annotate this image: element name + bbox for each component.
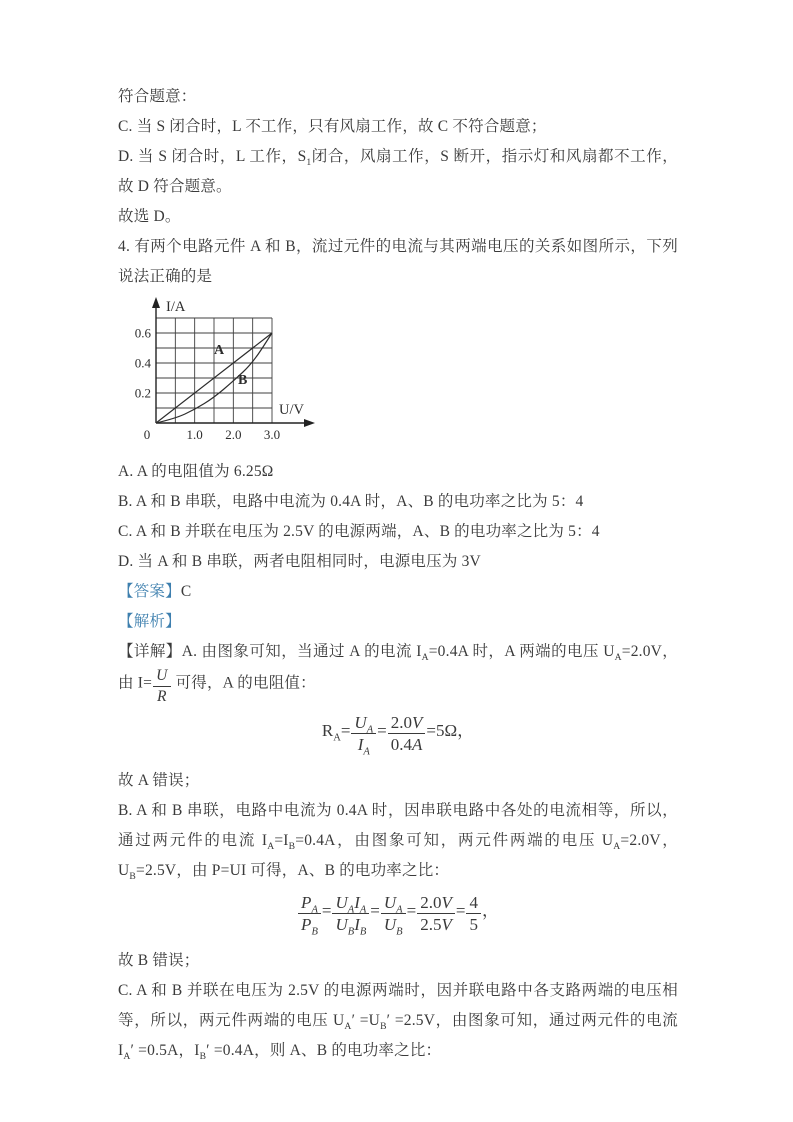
fraction: $\frac{U_A}{I_A}$ (351, 713, 376, 755)
option-b: B. A 和 B 串联，电路中电流为 0.4A 时，A、B 的电功率之比为 5：4 (118, 493, 584, 510)
option-d-q3: D. 当 S 闭合时，L 工作，$S_1$闭合，风扇工作，S 断开，指示灯和风扇都不工作，故 D 符合题意。 (118, 148, 678, 195)
fraction: $\frac{2.0V}{2.5V}$ (417, 893, 455, 935)
line-b-wrong: 故 B 错误； (118, 951, 200, 969)
line-guxuan-d: 故选 D。 (118, 208, 181, 225)
series-B-label: B (237, 373, 248, 388)
y-tick-label: 0.6 (134, 325, 151, 341)
option-a: A. A 的电阻值为 6.25Ω (118, 463, 274, 480)
line-fuhe-tiyi: 符合题意： (118, 88, 197, 105)
detail-b: B. A 和 B 串联，电路中电流为 0.4A 时，因串联电路中各处的电流相等，所以，通过两元件的电流 $I_A=I_B=0.4A$，由图象可知，两元件两端的电压 $U_A=2.0V$，$U_B=2.5V$，由 P=UI 可得，A、B 的电功率之比： (118, 801, 679, 882)
iv-chart (122, 296, 332, 450)
y-axis-title: I/A (166, 299, 186, 315)
x-axis-arrow-icon (304, 419, 315, 427)
analysis-line (118, 607, 678, 637)
fraction: $\frac{4}{5}$ (466, 893, 481, 935)
fraction: $\frac{2.0V}{0.4A}$ (388, 713, 426, 755)
answer-line-label: 【答案】 (118, 583, 181, 600)
iv-graph-figure (122, 296, 678, 455)
fraction: $\frac{U_A}{U_B}$ (381, 893, 406, 935)
option-d: D. 当 A 和 B 串联，两者电阻相同时，电源电压为 3V (118, 553, 481, 570)
x-tick-label: 3.0 (263, 427, 281, 442)
answer-line-value: C (180, 583, 192, 600)
question-4-stem: 4. 有两个电路元件 A 和 B，流过元件的电流与其两端电压的关系如图所示，下列说法正确的是 (118, 238, 678, 285)
x-tick-label: 0 (143, 427, 151, 442)
x-tick-label: 1.0 (186, 427, 203, 442)
y-tick-label: 0.2 (134, 385, 151, 401)
x-tick-label: 2.0 (225, 427, 242, 442)
analysis-line-label: 【解析】 (118, 613, 181, 630)
fraction: $\frac{P_A}{P_B}$ (298, 893, 321, 935)
series-A-label: A (214, 343, 225, 358)
formula-power-ratio-series: $\frac{P_A}{P_B}$ = $\frac{U_AI_A}{U_BI_B}$ = $\frac{U_A}{U_B}$ = $\frac{2.0V}{2.5V}$ = $\frac{4}{5}$ ， (118, 886, 678, 946)
line-a-wrong: 故 A 错误； (118, 771, 200, 789)
option-c: C. A 和 B 并联在电压为 2.5V 的电源两端，A、B 的电功率之比为 5：4 (118, 523, 600, 540)
y-axis-arrow-icon (152, 297, 160, 308)
chart-grid (156, 318, 272, 423)
x-axis-title: U/V (279, 402, 304, 418)
fraction: $\frac{U_AI_A}{U_BI_B}$ (332, 893, 369, 935)
document-body (118, 82, 678, 1066)
answer-line (118, 577, 678, 607)
formula-resistance-a: $R_A=$ $\frac{U_A}{I_A}$ = $\frac{2.0V}{0.4A}$ =5Ω， (321, 712, 475, 758)
detail-a: 【详解】A. 由图象可知，当通过 A 的电流 $I_A=0.4A$ 时，A 两端的电压 $U_A=2.0V$，由 I= $\frac{U}{R}$ 可得，A 的电阻值： (118, 643, 678, 705)
fraction: $\frac{U}{R}$ (153, 667, 170, 706)
option-c-q3: C. 当 S 闭合时，L 不工作，只有风扇工作，故 C 不符合题意； (118, 118, 547, 135)
detail-c: C. A 和 B 并联在电压为 2.5V 的电源两端时，因并联电路中各支路两端的电压相等，所以，两元件两端的电压 $U_A' =U_B' =2.5V$，由图象可知，通过两元件的电流 $I_A' =0.5A$，$I_B' =0.4A$，则 A、B 的电功率之比： (118, 981, 678, 1062)
y-tick-label: 0.4 (134, 355, 151, 371)
